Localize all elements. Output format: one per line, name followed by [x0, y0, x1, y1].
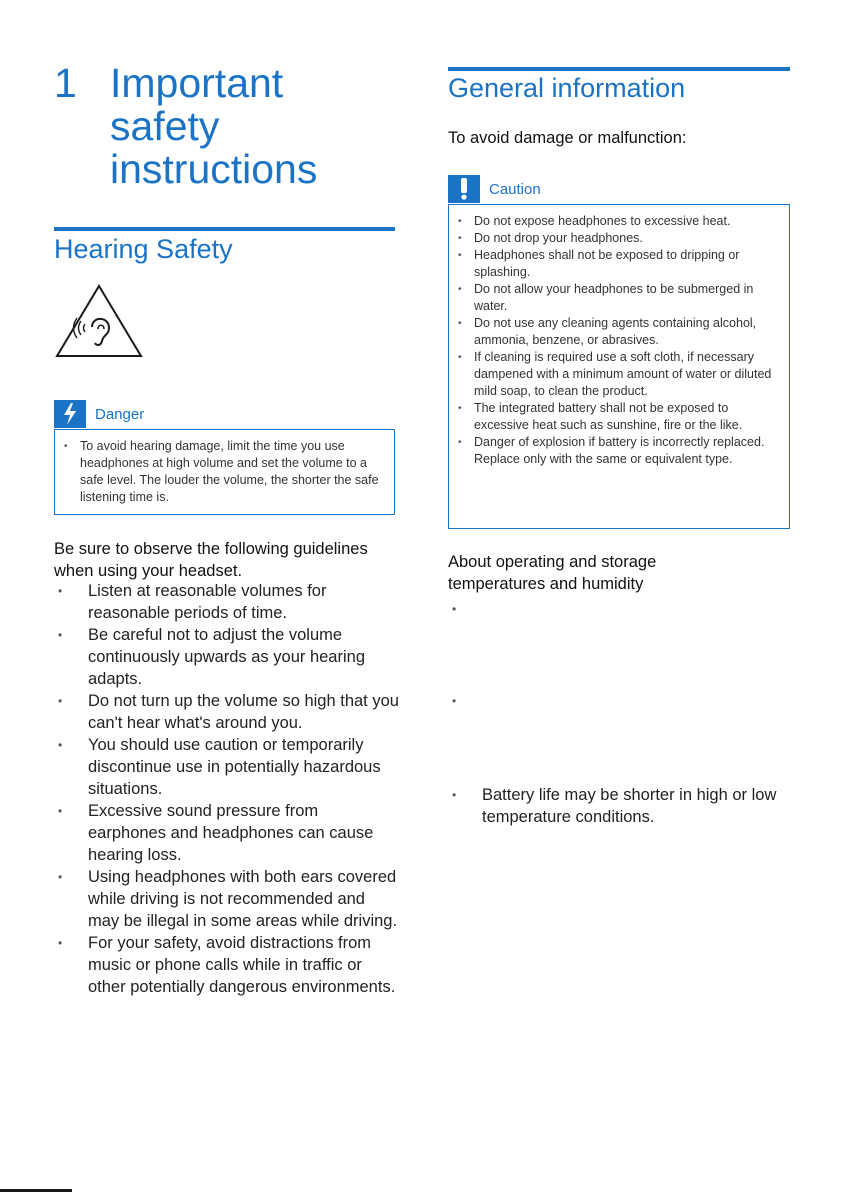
danger-header: [54, 401, 144, 427]
lightning-icon: [54, 400, 86, 428]
caution-item: • Do not expose headphones to excessive heat.: [455, 213, 783, 230]
caution-item: • If cleaning is required use a soft cloth, if necessary dampened with a minimum amount of water or diluted mild soap, to clean the product.: [455, 349, 783, 400]
list-item: • You should use caution or temporarily discontinue use in potentially hazardous situations.: [54, 734, 399, 800]
caution-header: [448, 176, 541, 202]
guidelines-intro: Be sure to observe the following guidelines when using your headset.: [54, 540, 368, 580]
general-intro: To avoid damage or malfunction:: [448, 129, 687, 147]
list-item: • For your safety, avoid distractions from music or phone calls while in traffic or other potentially dangerous environments.: [54, 932, 399, 998]
bullet: •: [452, 602, 457, 616]
list-item: • Listen at reasonable volumes for reasonable periods of time.: [54, 580, 399, 624]
bullet: •: [452, 788, 457, 802]
guidelines-list: [54, 580, 399, 998]
list-item-text: Battery life may be shorter in high or low temperature conditions.: [482, 786, 777, 826]
caution-item: • Headphones shall not be exposed to dripping or splashing.: [455, 247, 783, 281]
ear-warning-icon: [54, 283, 144, 359]
list-item: • Do not turn up the volume so high that you can't hear what's around you.: [54, 690, 399, 734]
list-item: [448, 784, 790, 828]
caution-item: • Danger of explosion if battery is incorrectly replaced. Replace only with the same or equivalent type.: [455, 434, 783, 468]
danger-box: [54, 429, 395, 515]
exclamation-icon: [448, 175, 480, 203]
bullet: •: [452, 694, 457, 708]
list-item: • Be careful not to adjust the volume continuously upwards as your hearing adapts.: [54, 624, 399, 690]
storage-intro: About operating and storage temperatures and humidity: [448, 553, 657, 593]
hearing-safety-title: Hearing Safety: [54, 234, 233, 264]
danger-item: • To avoid hearing damage, limit the time you use headphones at high volume and set the volume to a safe level. The louder the volume, the shorter the safe listening time is.: [61, 438, 388, 506]
chapter-title: Important safety instructions: [110, 60, 318, 192]
general-information-title: General information: [448, 73, 686, 103]
caution-item: • The integrated battery shall not be exposed to excessive heat such as sunshine, fire or the like.: [455, 400, 783, 434]
caution-item: • Do not allow your headphones to be submerged in water.: [455, 281, 783, 315]
caution-box: [448, 204, 790, 529]
danger-label: Danger: [95, 405, 145, 423]
section-divider: [448, 67, 790, 71]
caution-item: • Do not drop your headphones.: [455, 230, 783, 247]
caution-item: • Do not use any cleaning agents containing alcohol, ammonia, benzene, or abrasives.: [455, 315, 783, 349]
list-item: • Using headphones with both ears covered while driving is not recommended and may be illegal in some areas while driving.: [54, 866, 399, 932]
list-item: • Excessive sound pressure from earphones and headphones can cause hearing loss.: [54, 800, 399, 866]
caution-label: Caution: [489, 180, 541, 198]
chapter-number: 1: [54, 60, 77, 106]
section-divider: [54, 227, 395, 231]
